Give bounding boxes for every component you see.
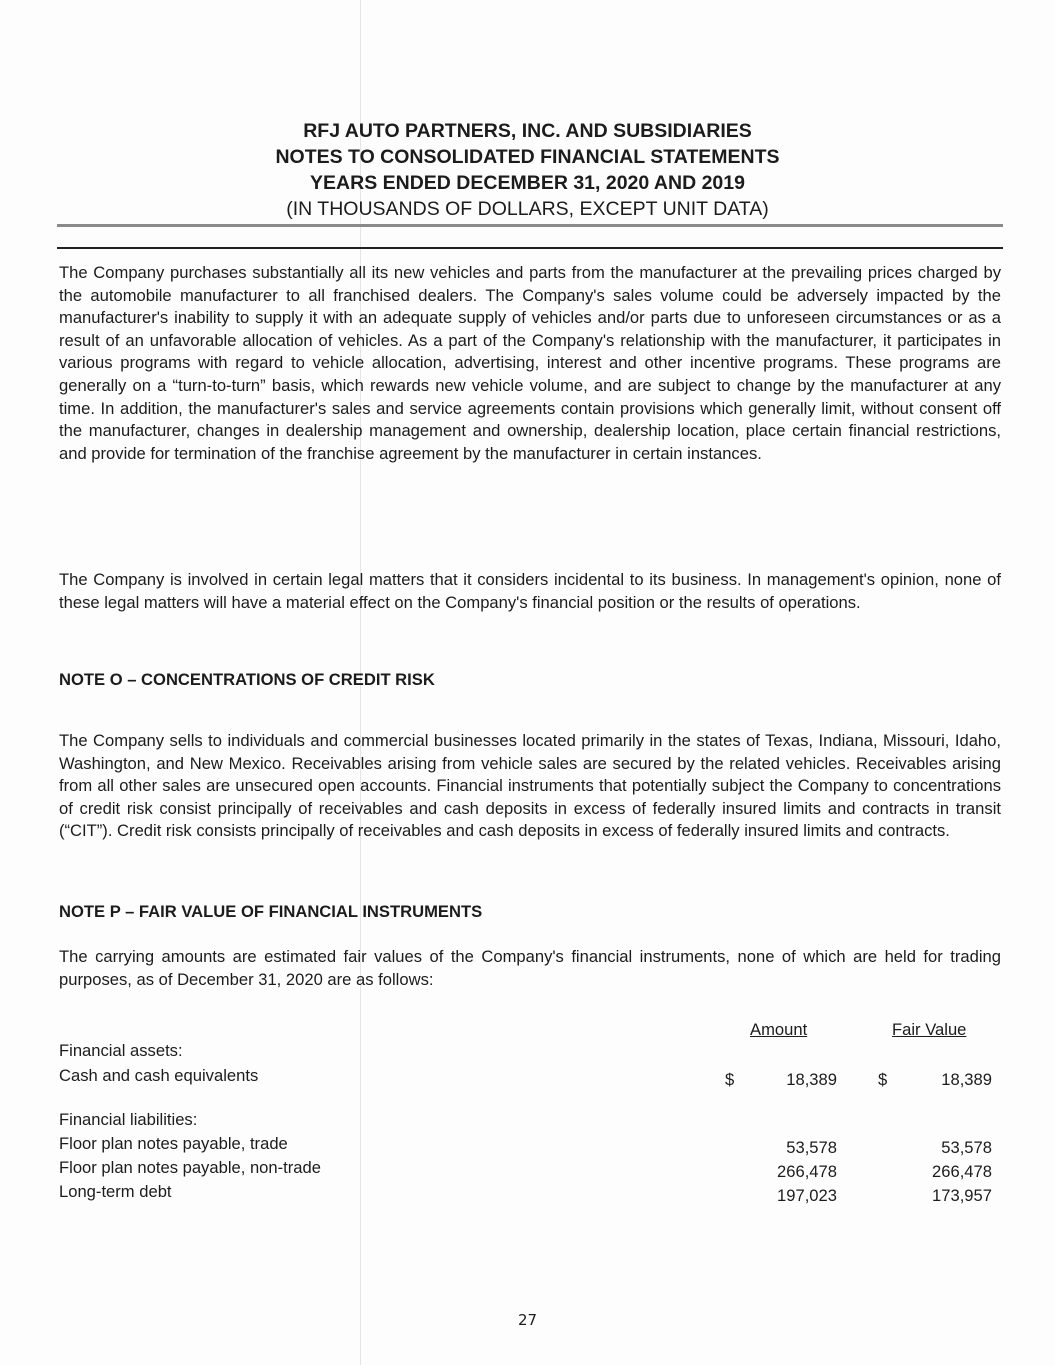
table-row	[59, 1158, 999, 1180]
credit-risk-paragraph: The Company sells to individuals and commercial businesses located primarily in the states of Texas, Indiana, Missouri, Idaho, Washington, and New Mexico. Receivables arising from vehicle sales are secured by the related vehicles. Receivables arising from all other sales are unsecured open accounts. Financial instruments that potentially subject the Company to concentrations of credit risk consist principally of receivables and cash deposits in excess of federally insured limits and contracts in transit (“CIT”). Credit risk consists principally of receivables and cash deposits in excess of federally insured limits and contracts.	[59, 731, 1001, 841]
fair-value-intro-paragraph: The carrying amounts are estimated fair values of the Company's financial instruments, none of which are held for trading purposes, as of December 31, 2020 are as follows:	[59, 947, 1001, 989]
column-header-fair-value: Fair Value	[892, 1020, 967, 1039]
amount-value: 197,023	[777, 1186, 837, 1205]
amount-value: 266,478	[777, 1162, 837, 1181]
row-label: Floor plan notes payable, non-trade	[59, 1158, 321, 1177]
company-name: RFJ AUTO PARTNERS, INC. AND SUBSIDIARIES	[303, 120, 752, 142]
note-o-heading: NOTE O – CONCENTRATIONS OF CREDIT RISK	[59, 670, 435, 689]
fair-value-value: 18,389	[941, 1070, 992, 1089]
table-row	[59, 1134, 999, 1156]
amount-value: 18,389	[786, 1070, 837, 1089]
document-header	[0, 118, 1055, 222]
column-header-amount: Amount	[750, 1020, 808, 1039]
amount-value: 53,578	[786, 1138, 837, 1157]
manufacturer-paragraph: The Company purchases substantially all its new vehicles and parts from the manufacturer at the prevailing prices charged by the automobile manufacturer to all franchised dealers. The Company's sales volume could be adversely impacted by the manufacturer's inability to supply it with an adequate supply of vehicles and/or parts due to unforeseen circumstances or as a result of an unfavorable allocation of vehicles. As a part of the Company's relationship with the manufacturer, it participates in various programs with regard to vehicle allocation, advertising, interest and other incentive programs. These programs are generally on a “turn-to-turn” basis, which rewards new vehicle volume, and are subject to change by the manufacturer at any time. In addition, the manufacturer's sales and service agreements contain provisions which generally limit, without consent off the manufacturer, changes in dealership management and ownership, dealership location, place certain financial restrictions, and provide for termination of the franchise agreement by the manufacturer in certain instances.	[59, 263, 1001, 463]
header-rule-top	[57, 224, 1003, 227]
fair-value-value: 173,957	[932, 1186, 992, 1205]
row-label: Long-term debt	[59, 1182, 172, 1201]
currency-symbol: $	[725, 1070, 735, 1089]
units-note: (IN THOUSANDS OF DOLLARS, EXCEPT UNIT DATA)	[286, 198, 769, 220]
note-p-heading: NOTE P – FAIR VALUE OF FINANCIAL INSTRUMENTS	[59, 902, 483, 921]
header-rule-bottom	[57, 247, 1003, 249]
page-number: 27	[517, 1311, 538, 1329]
row-label: Floor plan notes payable, trade	[59, 1134, 288, 1153]
legal-paragraph: The Company is involved in certain legal matters that it considers incidental to its business. In management's opinion, none of these legal matters will have a material effect on the Company's financial position or the results of operations.	[59, 570, 1001, 612]
table-row	[59, 1066, 999, 1088]
row-label: Financial assets:	[59, 1041, 183, 1060]
fair-value-value: 53,578	[941, 1138, 992, 1157]
table-row	[59, 1182, 999, 1204]
row-label: Cash and cash equivalents	[59, 1066, 259, 1085]
currency-symbol: $	[878, 1070, 888, 1089]
section-heading-assets	[59, 1041, 999, 1063]
fair-value-value: 266,478	[932, 1162, 992, 1181]
section-heading-liabilities	[59, 1110, 999, 1132]
document-title: NOTES TO CONSOLIDATED FINANCIAL STATEMENTS	[275, 146, 780, 168]
row-label: Financial liabilities:	[59, 1110, 198, 1129]
reporting-period: YEARS ENDED DECEMBER 31, 2020 AND 2019	[310, 172, 745, 194]
